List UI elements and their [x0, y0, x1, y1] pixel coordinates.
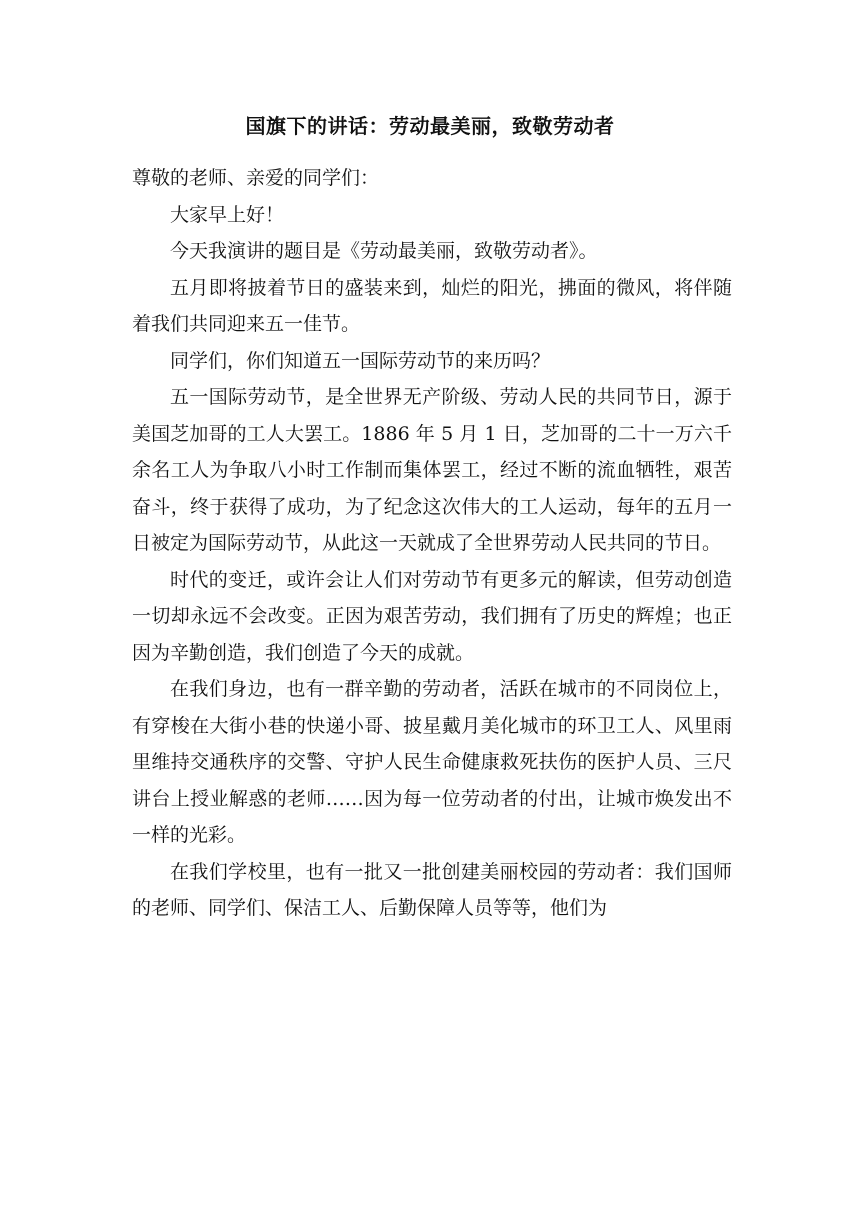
body-paragraph: 在我们身边，也有一群辛勤的劳动者，活跃在城市的不同岗位上，有穿梭在大街小巷的快递小哥、披星戴月美化城市的环卫工人、风里雨里维持交通秩序的交警、守护人民生命健康救死扶伤的医护人员、三尺讲台上授业解惑的老师……因为每一位劳动者的付出，让城市焕发出不一样的光彩。: [132, 678, 732, 846]
topic-paragraph: 今天我演讲的题目是《劳动最美丽，致敬劳动者》。: [170, 240, 598, 262]
salutation-paragraph: 尊敬的老师、亲爱的同学们：: [132, 167, 380, 189]
body-paragraph: 时代的变迁，或许会让人们对劳动节有更多元的解读，但劳动创造一切却永远不会改变。正因为艰苦劳动，我们拥有了历史的辉煌；也正因为辛勤创造，我们创造了今天的成就。: [132, 568, 732, 664]
document-body: [132, 160, 732, 927]
document-title: 国旗下的讲话：劳动最美丽，致敬劳动者: [245, 114, 615, 138]
body-paragraph: 五月即将披着节日的盛装来到，灿烂的阳光，拂面的微风，将伴随着我们共同迎来五一佳节。: [132, 276, 732, 335]
body-paragraph: 在我们学校里，也有一批又一批创建美丽校园的劳动者：我们国师的老师、同学们、保洁工人、后勤保障人员等等，他们为: [132, 860, 732, 919]
body-paragraph: 同学们，你们知道五一国际劳动节的来历吗？: [170, 349, 551, 372]
greeting-paragraph: 大家早上好！: [170, 203, 285, 226]
body-paragraph: 五一国际劳动节，是全世界无产阶级、劳动人民的共同节日，源于美国芝加哥的工人大罢工。1886 年 5 月 1 日，芝加哥的二十一万六千余名工人为争取八小时工作制而集体罢工，经过不断的流血牺牲，艰苦奋斗，终于获得了成功，为了纪念这次伟大的工人运动，每年的五月一日被定为国际劳动节，从此这一天就成了全世界劳动人民共同的节日。: [132, 386, 732, 554]
